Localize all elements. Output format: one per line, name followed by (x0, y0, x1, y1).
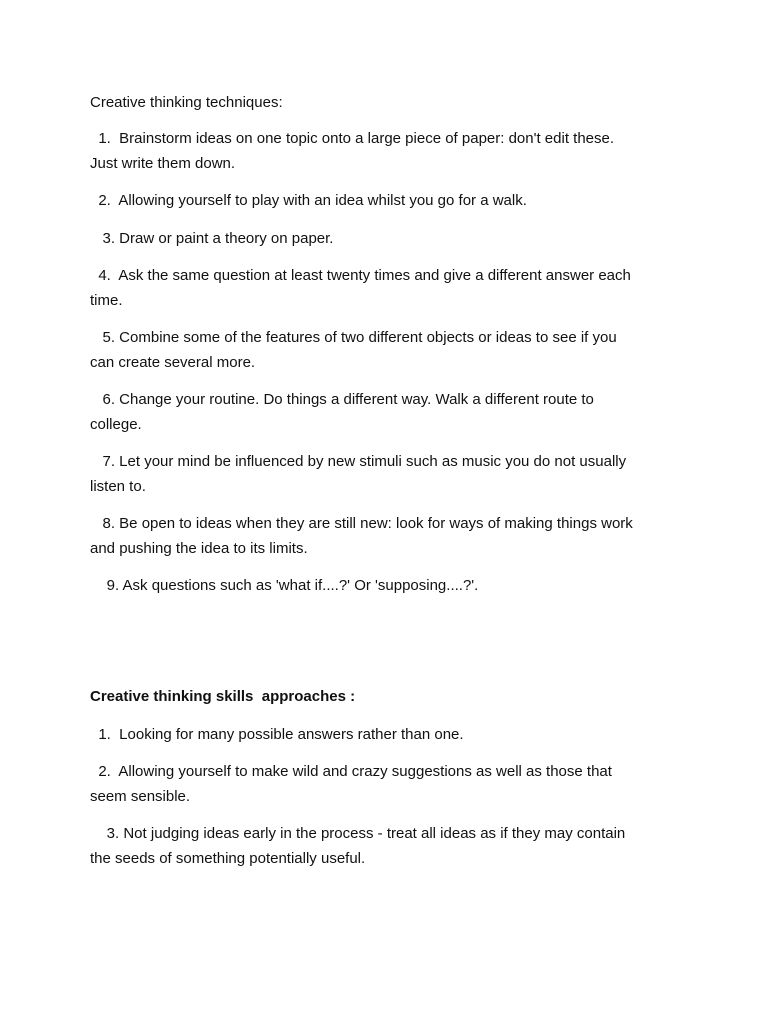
section1-item-5-line-2: can create several more. (90, 354, 256, 371)
section2-item-3-line-2: the seeds of something potentially useful. (90, 850, 366, 867)
section1-item-6-line-2: college. (90, 416, 142, 433)
section1-item-8-line-1: 8. Be open to ideas when they are still new: look for ways of making things work (90, 515, 633, 532)
section1-item-3-line-1: 3. Draw or paint a theory on paper. (90, 230, 334, 247)
section1-item-1-line-2: Just write them down. (90, 155, 236, 172)
section1-item-7-line-1: 7. Let your mind be influenced by new stimuli such as music you do not usually (90, 453, 627, 470)
section1-item-4-line-2: time. (90, 292, 123, 309)
section1-item-1-line-1: 1. Brainstorm ideas on one topic onto a large piece of paper: don't edit these. (90, 130, 615, 147)
section1-item-8-line-2: and pushing the idea to its limits. (90, 540, 308, 557)
section2-heading: Creative thinking skills approaches : (90, 688, 356, 705)
section1-item-2-line-1: 2. Allowing yourself to play with an idea whilst you go for a walk. (90, 192, 527, 209)
section2-item-2-line-2: seem sensible. (90, 788, 191, 805)
section1-item-5-line-1: 5. Combine some of the features of two different objects or ideas to see if you (90, 329, 617, 346)
section1-item-6-line-1: 6. Change your routine. Do things a different way. Walk a different route to (90, 391, 594, 408)
section2-item-2-line-1: 2. Allowing yourself to make wild and crazy suggestions as well as those that (90, 763, 612, 780)
section1-heading: Creative thinking techniques: (90, 94, 283, 111)
section1-item-7-line-2: listen to. (90, 478, 146, 495)
section1-item-4-line-1: 4. Ask the same question at least twenty times and give a different answer each (90, 267, 631, 284)
section1-item-9-line-1: 9. Ask questions such as 'what if....?' Or 'supposing....?'. (90, 577, 479, 594)
section2-item-1-line-1: 1. Looking for many possible answers rather than one. (90, 726, 464, 743)
section2-item-3-line-1: 3. Not judging ideas early in the process - treat all ideas as if they may contain (90, 825, 626, 842)
